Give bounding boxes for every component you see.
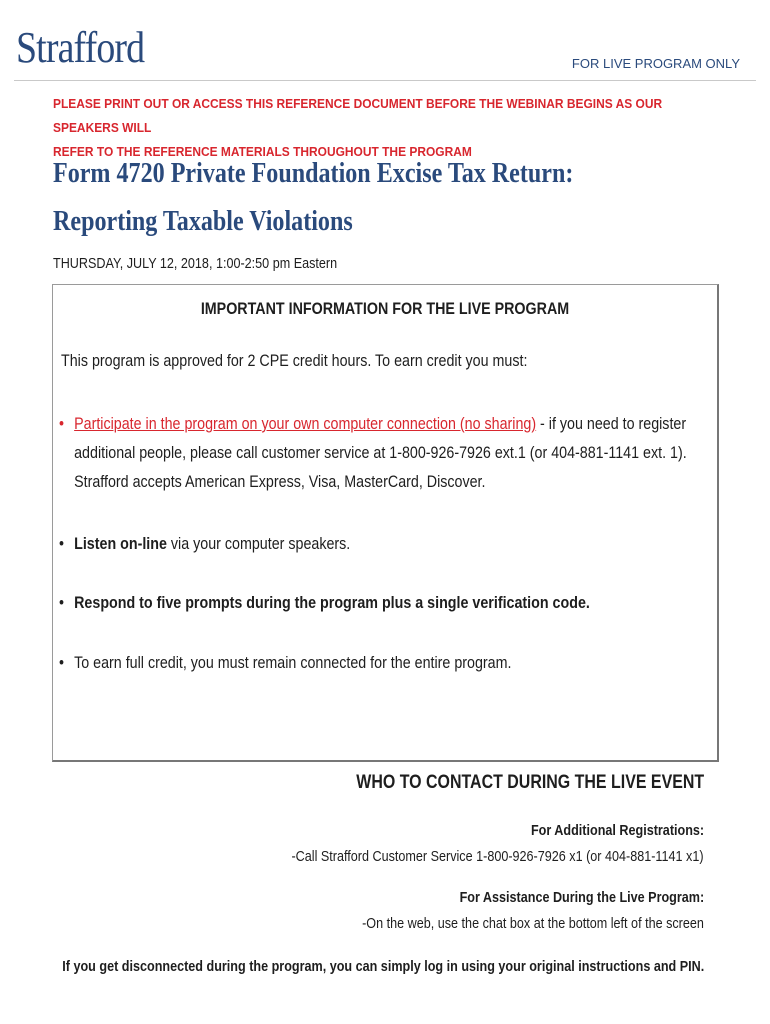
bullet-dot: • bbox=[59, 414, 65, 433]
info-box-heading: IMPORTANT INFORMATION FOR THE LIVE PROGRAM bbox=[200, 299, 570, 318]
assistance-label: For Assistance During the Live Program: bbox=[459, 889, 704, 906]
bullet-listen-rest: via your computer speakers. bbox=[166, 534, 351, 553]
document-title-line-1: Form 4720 Private Foundation Excise Tax Return: bbox=[53, 158, 574, 189]
program-date: THURSDAY, JULY 12, 2018, 1:00-2:50 pm Eastern bbox=[53, 255, 338, 272]
bullet-full-credit bbox=[59, 648, 706, 677]
document-title-line-2: Reporting Taxable Violations bbox=[53, 206, 353, 237]
bullet-dot: • bbox=[59, 534, 65, 553]
disconnect-footer: If you get disconnected during the program, you can simply log in using your original instructions and PIN. bbox=[62, 958, 704, 975]
listen-online-label: Listen on-line bbox=[74, 534, 167, 553]
bullet-respond-text: Respond to five prompts during the program plus a single verification code. bbox=[74, 593, 590, 612]
bullet-dot: • bbox=[59, 653, 65, 672]
bullet-participate-line-3: Strafford accepts American Express, Visa, MasterCard, Discover. bbox=[74, 472, 486, 491]
bullet-dot: • bbox=[59, 593, 65, 612]
cpe-credit-intro: This program is approved for 2 CPE credit hours. To earn credit you must: bbox=[61, 351, 528, 370]
contact-heading: WHO TO CONTACT DURING THE LIVE EVENT bbox=[356, 772, 704, 793]
bullet-full-credit-text: To earn full credit, you must remain connected for the entire program. bbox=[74, 653, 512, 672]
registrations-text: -Call Strafford Customer Service 1-800-926-7926 x1 (or 404-881-1141 x1) bbox=[291, 848, 704, 865]
bullet-respond bbox=[59, 588, 706, 617]
assistance-text: -On the web, use the chat box at the bottom left of the screen bbox=[362, 915, 704, 932]
bullet-participate-rest: - if you need to register bbox=[536, 414, 687, 433]
print-warning-line-1: PLEASE PRINT OUT OR ACCESS THIS REFERENCE DOCUMENT BEFORE THE WEBINAR BEGINS AS OUR SPEAKERS WILL bbox=[53, 96, 663, 135]
bullet-listen bbox=[59, 529, 706, 558]
important-info-box bbox=[52, 284, 719, 762]
print-warning bbox=[53, 92, 679, 164]
bullet-participate-line-2: additional people, please call customer service at 1-800-926-7926 ext.1 (or 404-881-1141 ext. 1). bbox=[74, 443, 687, 462]
print-warning-line-2: REFER TO THE REFERENCE MATERIALS THROUGHOUT THE PROGRAM bbox=[53, 144, 472, 159]
no-sharing-link[interactable]: Participate in the program on your own computer connection (no sharing) bbox=[74, 414, 537, 433]
live-program-only-label: FOR LIVE PROGRAM ONLY bbox=[571, 56, 740, 71]
registrations-label: For Additional Registrations: bbox=[530, 822, 704, 839]
header-divider bbox=[14, 80, 756, 81]
bullet-participate bbox=[59, 409, 706, 496]
strafford-logo: Strafford bbox=[16, 23, 145, 72]
